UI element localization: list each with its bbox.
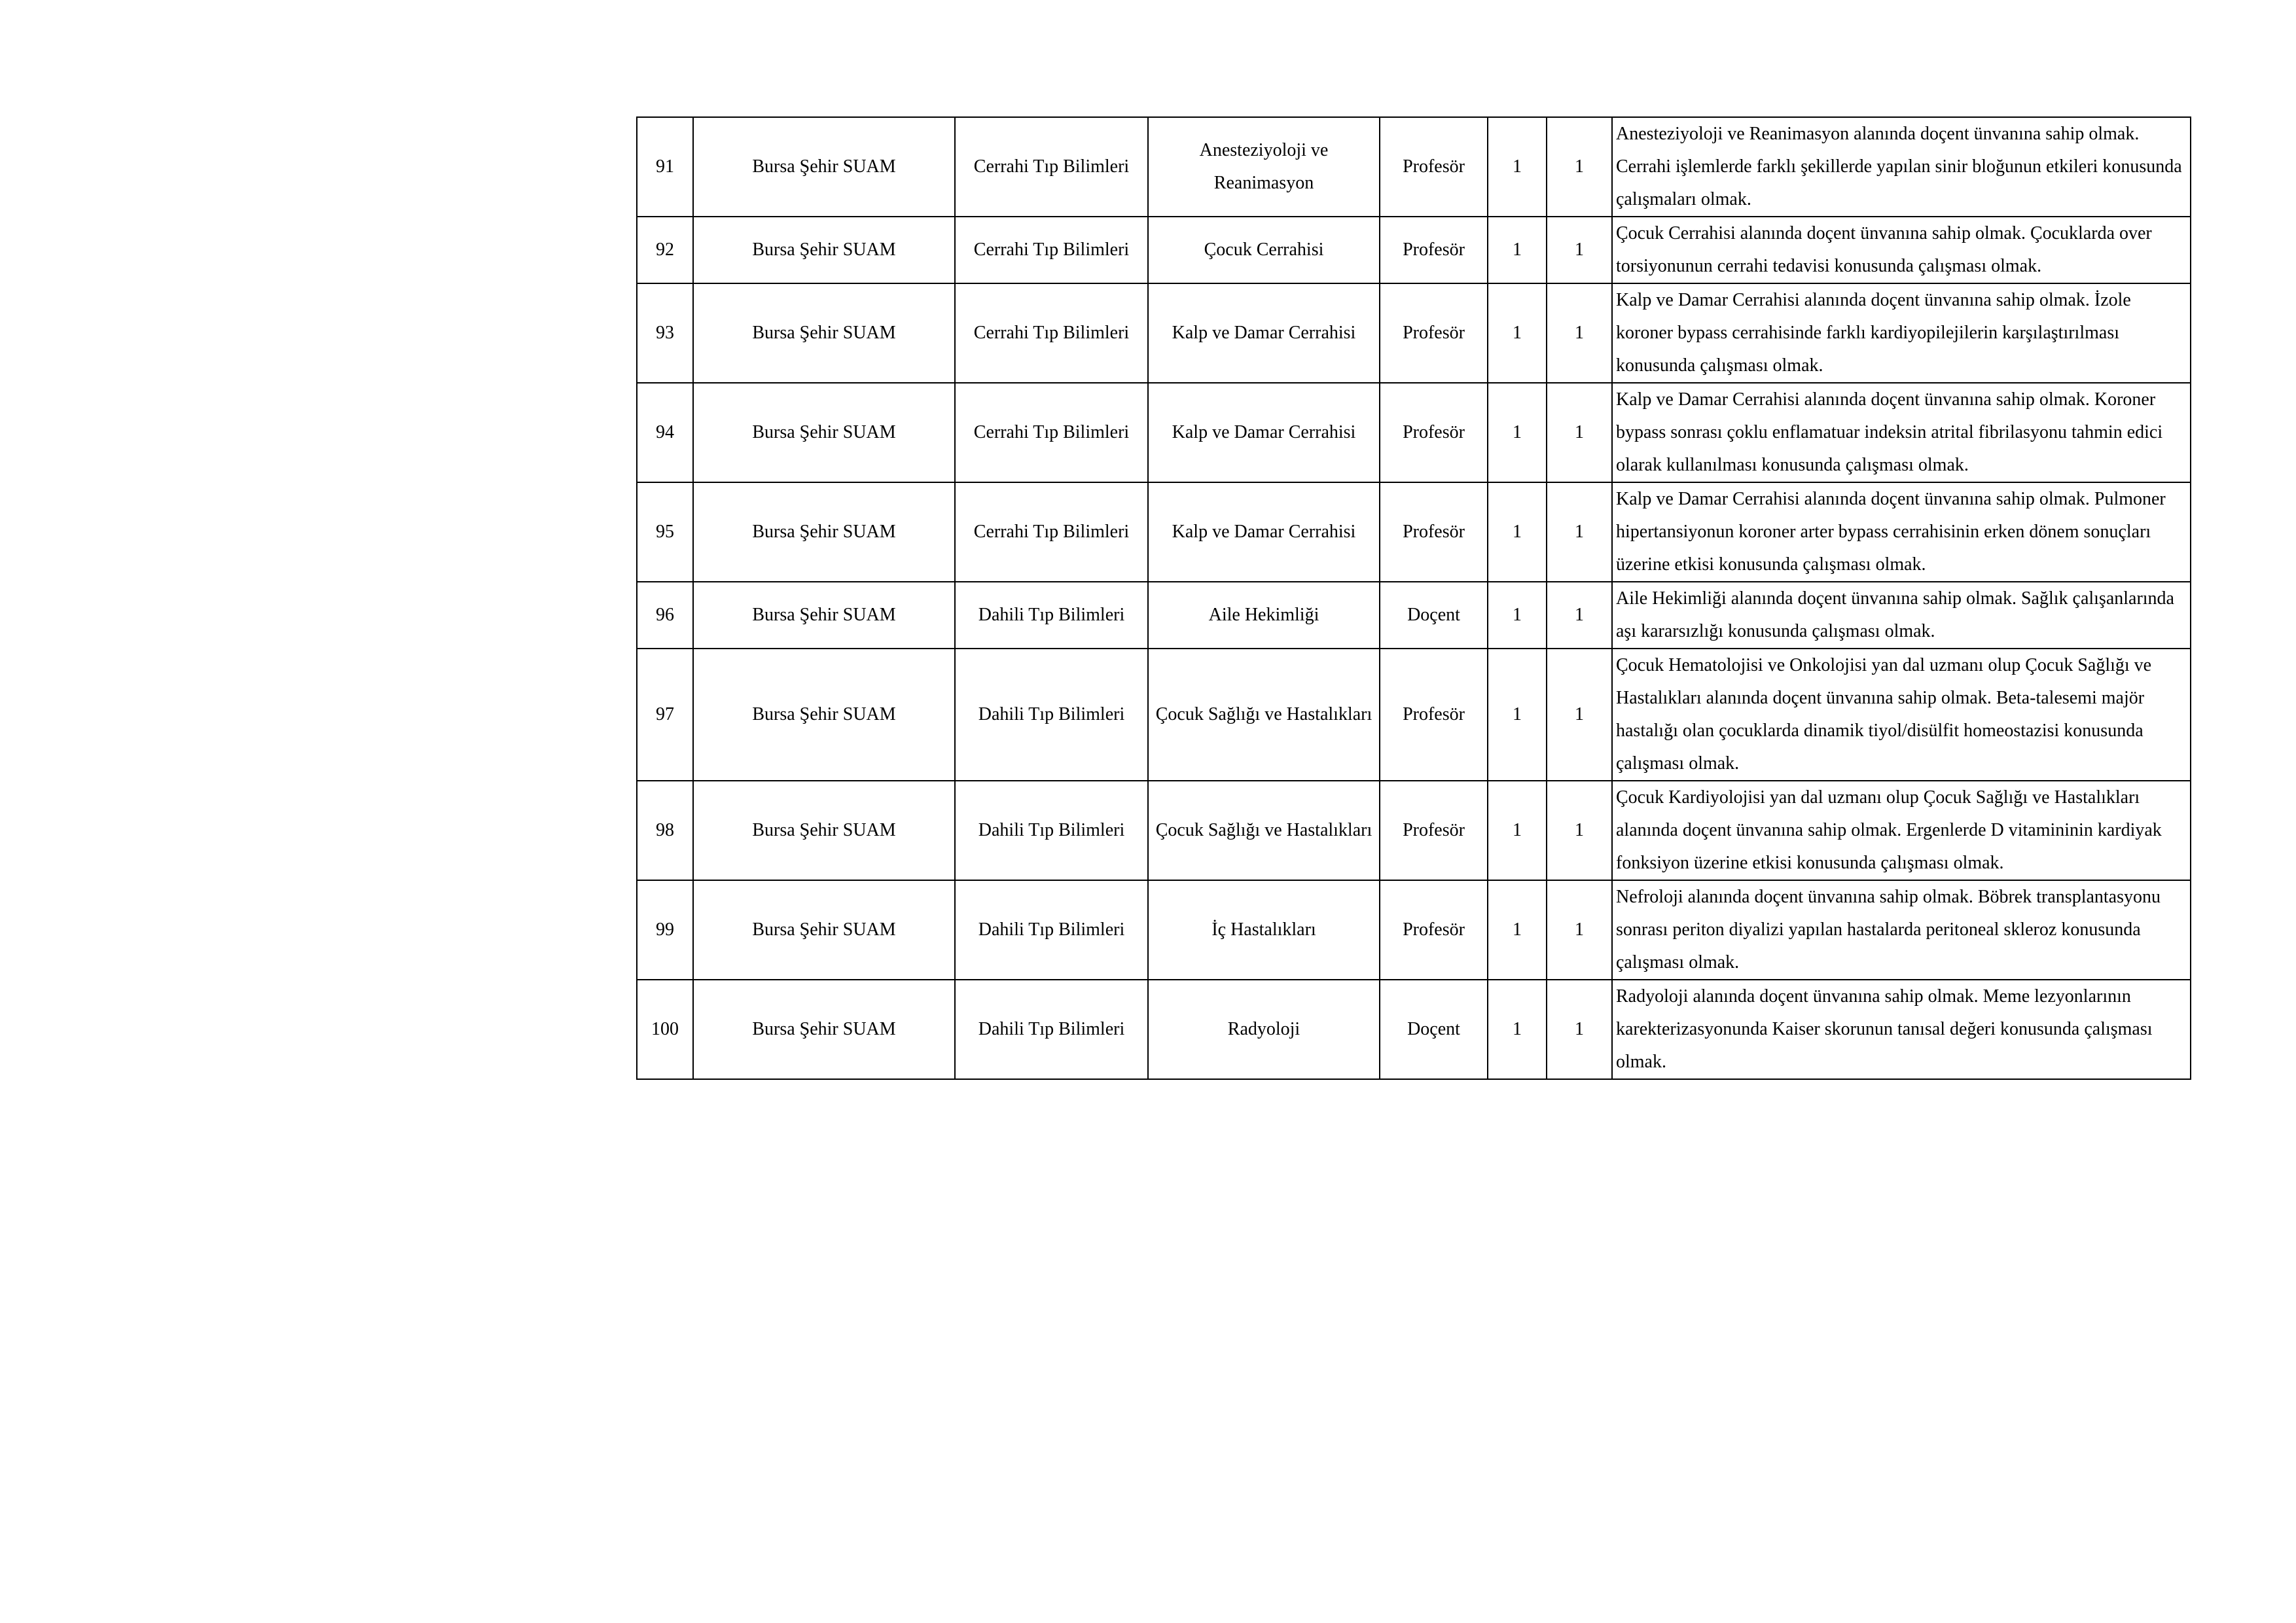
description-cell: Çocuk Kardiyolojisi yan dal uzmanı olup Çocuk Sağlığı ve Hastalıkları alanında doçent ünvanına sahip olmak. Ergenlerde D vitamininin kardiyak fonksiyon üzerine etkisi konusunda çalışması olmak.	[1612, 781, 2191, 880]
table-row	[637, 980, 2191, 1079]
institution-cell: Bursa Şehir SUAM	[693, 283, 955, 383]
count-cell: 1	[1488, 649, 1547, 781]
count-cell: 1	[1547, 383, 1612, 482]
field-cell: Kalp ve Damar Cerrahisi	[1148, 482, 1380, 582]
row-number: 92	[637, 217, 693, 283]
department-cell: Dahili Tıp Bilimleri	[955, 880, 1148, 980]
table-row	[637, 283, 2191, 383]
field-cell: Aile Hekimliği	[1148, 582, 1380, 649]
institution-cell: Bursa Şehir SUAM	[693, 582, 955, 649]
row-number: 97	[637, 649, 693, 781]
field-cell: Çocuk Cerrahisi	[1148, 217, 1380, 283]
table-row	[637, 383, 2191, 482]
description-cell: Radyoloji alanında doçent ünvanına sahip olmak. Meme lezyonlarının karekterizasyonunda Kaiser skorunun tanısal değeri konusunda çalışması olmak.	[1612, 980, 2191, 1079]
institution-cell: Bursa Şehir SUAM	[693, 383, 955, 482]
count-cell: 1	[1488, 880, 1547, 980]
count-cell: 1	[1547, 980, 1612, 1079]
department-cell: Cerrahi Tıp Bilimleri	[955, 217, 1148, 283]
institution-cell: Bursa Şehir SUAM	[693, 117, 955, 217]
field-cell: Kalp ve Damar Cerrahisi	[1148, 283, 1380, 383]
description-cell: Çocuk Hematolojisi ve Onkolojisi yan dal uzmanı olup Çocuk Sağlığı ve Hastalıkları alanında doçent ünvanına sahip olmak. Beta-talesemi majör hastalığı olan çocuklarda dinamik tiyol/disülfit homeostazisi konusunda çalışması olmak.	[1612, 649, 2191, 781]
institution-cell: Bursa Şehir SUAM	[693, 781, 955, 880]
department-cell: Cerrahi Tıp Bilimleri	[955, 283, 1148, 383]
department-cell: Dahili Tıp Bilimleri	[955, 781, 1148, 880]
table-row	[637, 582, 2191, 649]
table-row	[637, 117, 2191, 217]
count-cell: 1	[1488, 383, 1547, 482]
title-cell: Profesör	[1380, 217, 1488, 283]
title-cell: Profesör	[1380, 283, 1488, 383]
count-cell: 1	[1547, 582, 1612, 649]
positions-table	[636, 116, 2191, 1080]
department-cell: Cerrahi Tıp Bilimleri	[955, 482, 1148, 582]
title-cell: Profesör	[1380, 781, 1488, 880]
row-number: 98	[637, 781, 693, 880]
count-cell: 1	[1547, 649, 1612, 781]
department-cell: Dahili Tıp Bilimleri	[955, 582, 1148, 649]
field-cell: İç Hastalıkları	[1148, 880, 1380, 980]
table-row	[637, 217, 2191, 283]
count-cell: 1	[1547, 117, 1612, 217]
department-cell: Dahili Tıp Bilimleri	[955, 649, 1148, 781]
institution-cell: Bursa Şehir SUAM	[693, 217, 955, 283]
institution-cell: Bursa Şehir SUAM	[693, 482, 955, 582]
count-cell: 1	[1547, 880, 1612, 980]
table-row	[637, 880, 2191, 980]
count-cell: 1	[1488, 217, 1547, 283]
description-cell: Kalp ve Damar Cerrahisi alanında doçent ünvanına sahip olmak. Koroner bypass sonrası çoklu enflamatuar indeksin atrital fibrilasyonu tahmin edici olarak kullanılması konusunda çalışması olmak.	[1612, 383, 2191, 482]
count-cell: 1	[1488, 117, 1547, 217]
field-cell: Kalp ve Damar Cerrahisi	[1148, 383, 1380, 482]
field-cell: Radyoloji	[1148, 980, 1380, 1079]
title-cell: Profesör	[1380, 117, 1488, 217]
field-cell: Anesteziyoloji ve Reanimasyon	[1148, 117, 1380, 217]
row-number: 94	[637, 383, 693, 482]
title-cell: Doçent	[1380, 980, 1488, 1079]
description-cell: Aile Hekimliği alanında doçent ünvanına sahip olmak. Sağlık çalışanlarında aşı kararsızlığı konusunda çalışması olmak.	[1612, 582, 2191, 649]
count-cell: 1	[1488, 283, 1547, 383]
institution-cell: Bursa Şehir SUAM	[693, 880, 955, 980]
count-cell: 1	[1488, 582, 1547, 649]
description-cell: Nefroloji alanında doçent ünvanına sahip olmak. Böbrek transplantasyonu sonrası periton diyalizi yapılan hastalarda peritoneal skleroz konusunda çalışması olmak.	[1612, 880, 2191, 980]
description-cell: Çocuk Cerrahisi alanında doçent ünvanına sahip olmak. Çocuklarda over torsiyonunun cerrahi tedavisi konusunda çalışması olmak.	[1612, 217, 2191, 283]
title-cell: Doçent	[1380, 582, 1488, 649]
description-cell: Anesteziyoloji ve Reanimasyon alanında doçent ünvanına sahip olmak. Cerrahi işlemlerde farklı şekillerde yapılan sinir bloğunun etkileri konusunda çalışmaları olmak.	[1612, 117, 2191, 217]
count-cell: 1	[1488, 781, 1547, 880]
count-cell: 1	[1547, 217, 1612, 283]
institution-cell: Bursa Şehir SUAM	[693, 980, 955, 1079]
department-cell: Cerrahi Tıp Bilimleri	[955, 117, 1148, 217]
row-number: 96	[637, 582, 693, 649]
title-cell: Profesör	[1380, 383, 1488, 482]
row-number: 91	[637, 117, 693, 217]
title-cell: Profesör	[1380, 880, 1488, 980]
table-row	[637, 781, 2191, 880]
count-cell: 1	[1547, 482, 1612, 582]
row-number: 99	[637, 880, 693, 980]
title-cell: Profesör	[1380, 649, 1488, 781]
count-cell: 1	[1488, 980, 1547, 1079]
count-cell: 1	[1547, 781, 1612, 880]
table-row	[637, 649, 2191, 781]
row-number: 95	[637, 482, 693, 582]
department-cell: Dahili Tıp Bilimleri	[955, 980, 1148, 1079]
title-cell: Profesör	[1380, 482, 1488, 582]
row-number: 100	[637, 980, 693, 1079]
count-cell: 1	[1488, 482, 1547, 582]
institution-cell: Bursa Şehir SUAM	[693, 649, 955, 781]
row-number: 93	[637, 283, 693, 383]
count-cell: 1	[1547, 283, 1612, 383]
field-cell: Çocuk Sağlığı ve Hastalıkları	[1148, 649, 1380, 781]
description-cell: Kalp ve Damar Cerrahisi alanında doçent ünvanına sahip olmak. İzole koroner bypass cerrahisinde farklı kardiyopilejilerin karşılaştırılması konusunda çalışması olmak.	[1612, 283, 2191, 383]
field-cell: Çocuk Sağlığı ve Hastalıkları	[1148, 781, 1380, 880]
table-row	[637, 482, 2191, 582]
description-cell: Kalp ve Damar Cerrahisi alanında doçent ünvanına sahip olmak. Pulmoner hipertansiyonun koroner arter bypass cerrahisinin erken dönem sonuçları üzerine etkisi konusunda çalışması olmak.	[1612, 482, 2191, 582]
department-cell: Cerrahi Tıp Bilimleri	[955, 383, 1148, 482]
